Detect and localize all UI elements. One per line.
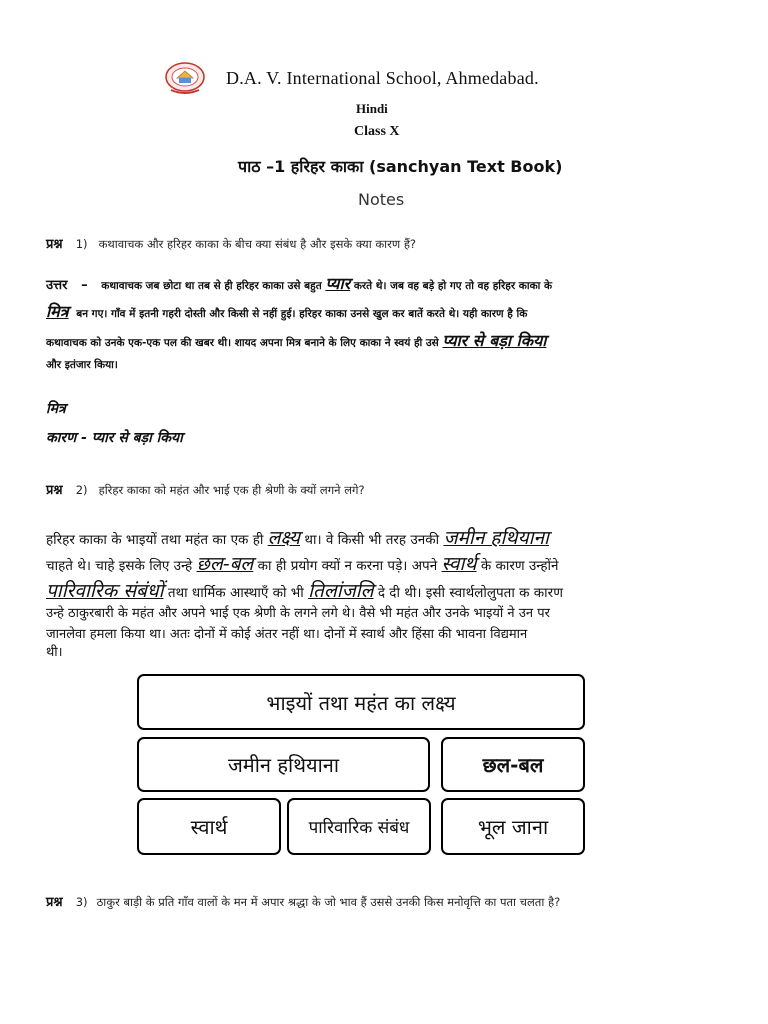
answer-text: तथा धार्मिक आस्थाएँ को भी [167,585,304,601]
answer-text: कथावाचक जब छोटा था तब से ही हरिहर काका उसे बहुत [101,280,322,292]
answer-text: कथावाचक को उनके एक-एक पल की खबर थी। शायद अपना मित्र बनाने के लिए काका ने स्वयं ही उसे [46,337,439,349]
answer-dash: – [81,278,88,293]
question-2 [46,479,365,498]
question-text: ठाकुर बाड़ी के प्रति गाँव वालों के मन में अपार श्रद्धा के जो भाव हैं उससे उनकी किस मनोवृत्ति का पता चलता है? [96,895,561,909]
answer-text: करते थे। जब वह बड़े हो गए तो वह हरिहर काका के [353,280,553,292]
question-text: कथावाचक और हरिहर काका के बीच क्या संबंध है और इसके क्या कारण हैं? [98,237,417,251]
answer-2-line-1 [46,524,549,550]
answer-2-line-3 [46,577,563,603]
answer-text: हरिहर काका के भाइयों तथा महंत का एक ही [46,532,264,548]
question-number: 1) [75,237,88,251]
answer-text: दे दी थी। इसी स्वार्थलोलुपता क कारण [377,585,563,601]
diagram-box-parivarik: पारिवारिक संबंध [287,798,431,855]
answer-text: और इतंजार किया। [46,359,118,371]
lesson-title: पाठ –1 हरिहर काका (sanchyan Text Book) [238,157,563,176]
subject-title: Hindi [356,101,388,116]
answer-2-line-5: जानलेवा हमला किया था। अतः दोनों में कोई अंतर नहीं था। दोनों में स्वार्थ और हिंसा की भावना विद्यमान [46,627,528,642]
answer-1-line-3 [46,333,546,349]
question-number: 3) [75,895,88,909]
question-text: हरिहर काका को महंत और भाई एक ही श्रेणी के क्यों लगने लगे? [98,483,365,497]
diagram-box-jameen: जमीन हथियाना [137,737,430,792]
highlight-parivarik-sambandhon: पारिवारिक संबंधों [46,580,164,602]
answer-text: बन गए। गाँव में इतनी गहरी दोस्ती और किसी से नहीं हुई। हरिहर काका उनसे खुल कर बातें करते थे। यही कारण है कि [76,308,528,320]
answer-2-line-2 [46,550,559,576]
answer-1-line-4 [46,360,118,371]
answer-text: के कारण उन्होंने [480,558,559,574]
class-title: Class X [354,124,400,139]
highlight-swarth: स्वार्थ [441,553,477,575]
highlight-mitra: मित्र [46,302,69,321]
summary-karan: कारण - प्यार से बड़ा किया [46,430,183,446]
school-name: D.A. V. International School, Ahmedabad. [226,68,539,88]
question-number: 2) [75,483,88,497]
answer-2-line-4: उन्हे ठाकुरबारी के महंत और अपने भाई एक श्रेणी के लगने लगे थे। वैसे भी महंत और उनके भाइयों ने उन पर [46,606,550,621]
diagram-box-bhool-jana: भूल जाना [441,798,585,855]
answer-2-line-6: थी। [46,645,63,660]
highlight-tilanjali: तिलांजलि [308,580,374,602]
highlight-chhal-bal: छल-बल [196,553,254,575]
answer-text: का ही प्रयोग क्यों न करना पड़े। अपने [257,558,438,574]
answer-text: था। वे किसी भी तरह उनकी [304,532,440,548]
diagram-box-swarth: स्वार्थ [137,798,281,855]
answer-label: उत्तर [46,278,68,293]
summary-mitra: मित्र [46,401,66,417]
answer-1-line-2 [46,304,527,320]
highlight-pyar-se-bada-kiya: प्यार से बड़ा किया [442,331,547,350]
diagram-box-top: भाइयों तथा महंत का लक्ष्य [137,674,585,730]
question-label: प्रश्न [46,237,63,252]
answer-1-line-1 [46,276,552,292]
highlight-pyar: प्यार [325,274,351,293]
question-label: प्रश्न [46,895,63,910]
highlight-lakshya: लक्ष्य [267,527,301,549]
notes-heading: Notes [358,190,405,209]
question-1 [46,233,416,252]
diagram-box-chhal-bal: छल-बल [441,737,585,792]
question-3 [46,891,560,910]
school-logo [163,60,207,96]
answer-text: चाहते थे। चाहे इसके लिए उन्हे [46,558,193,574]
question-label: प्रश्न [46,483,63,498]
highlight-jameen-hathiyana: जमीन हथियाना [443,527,549,549]
